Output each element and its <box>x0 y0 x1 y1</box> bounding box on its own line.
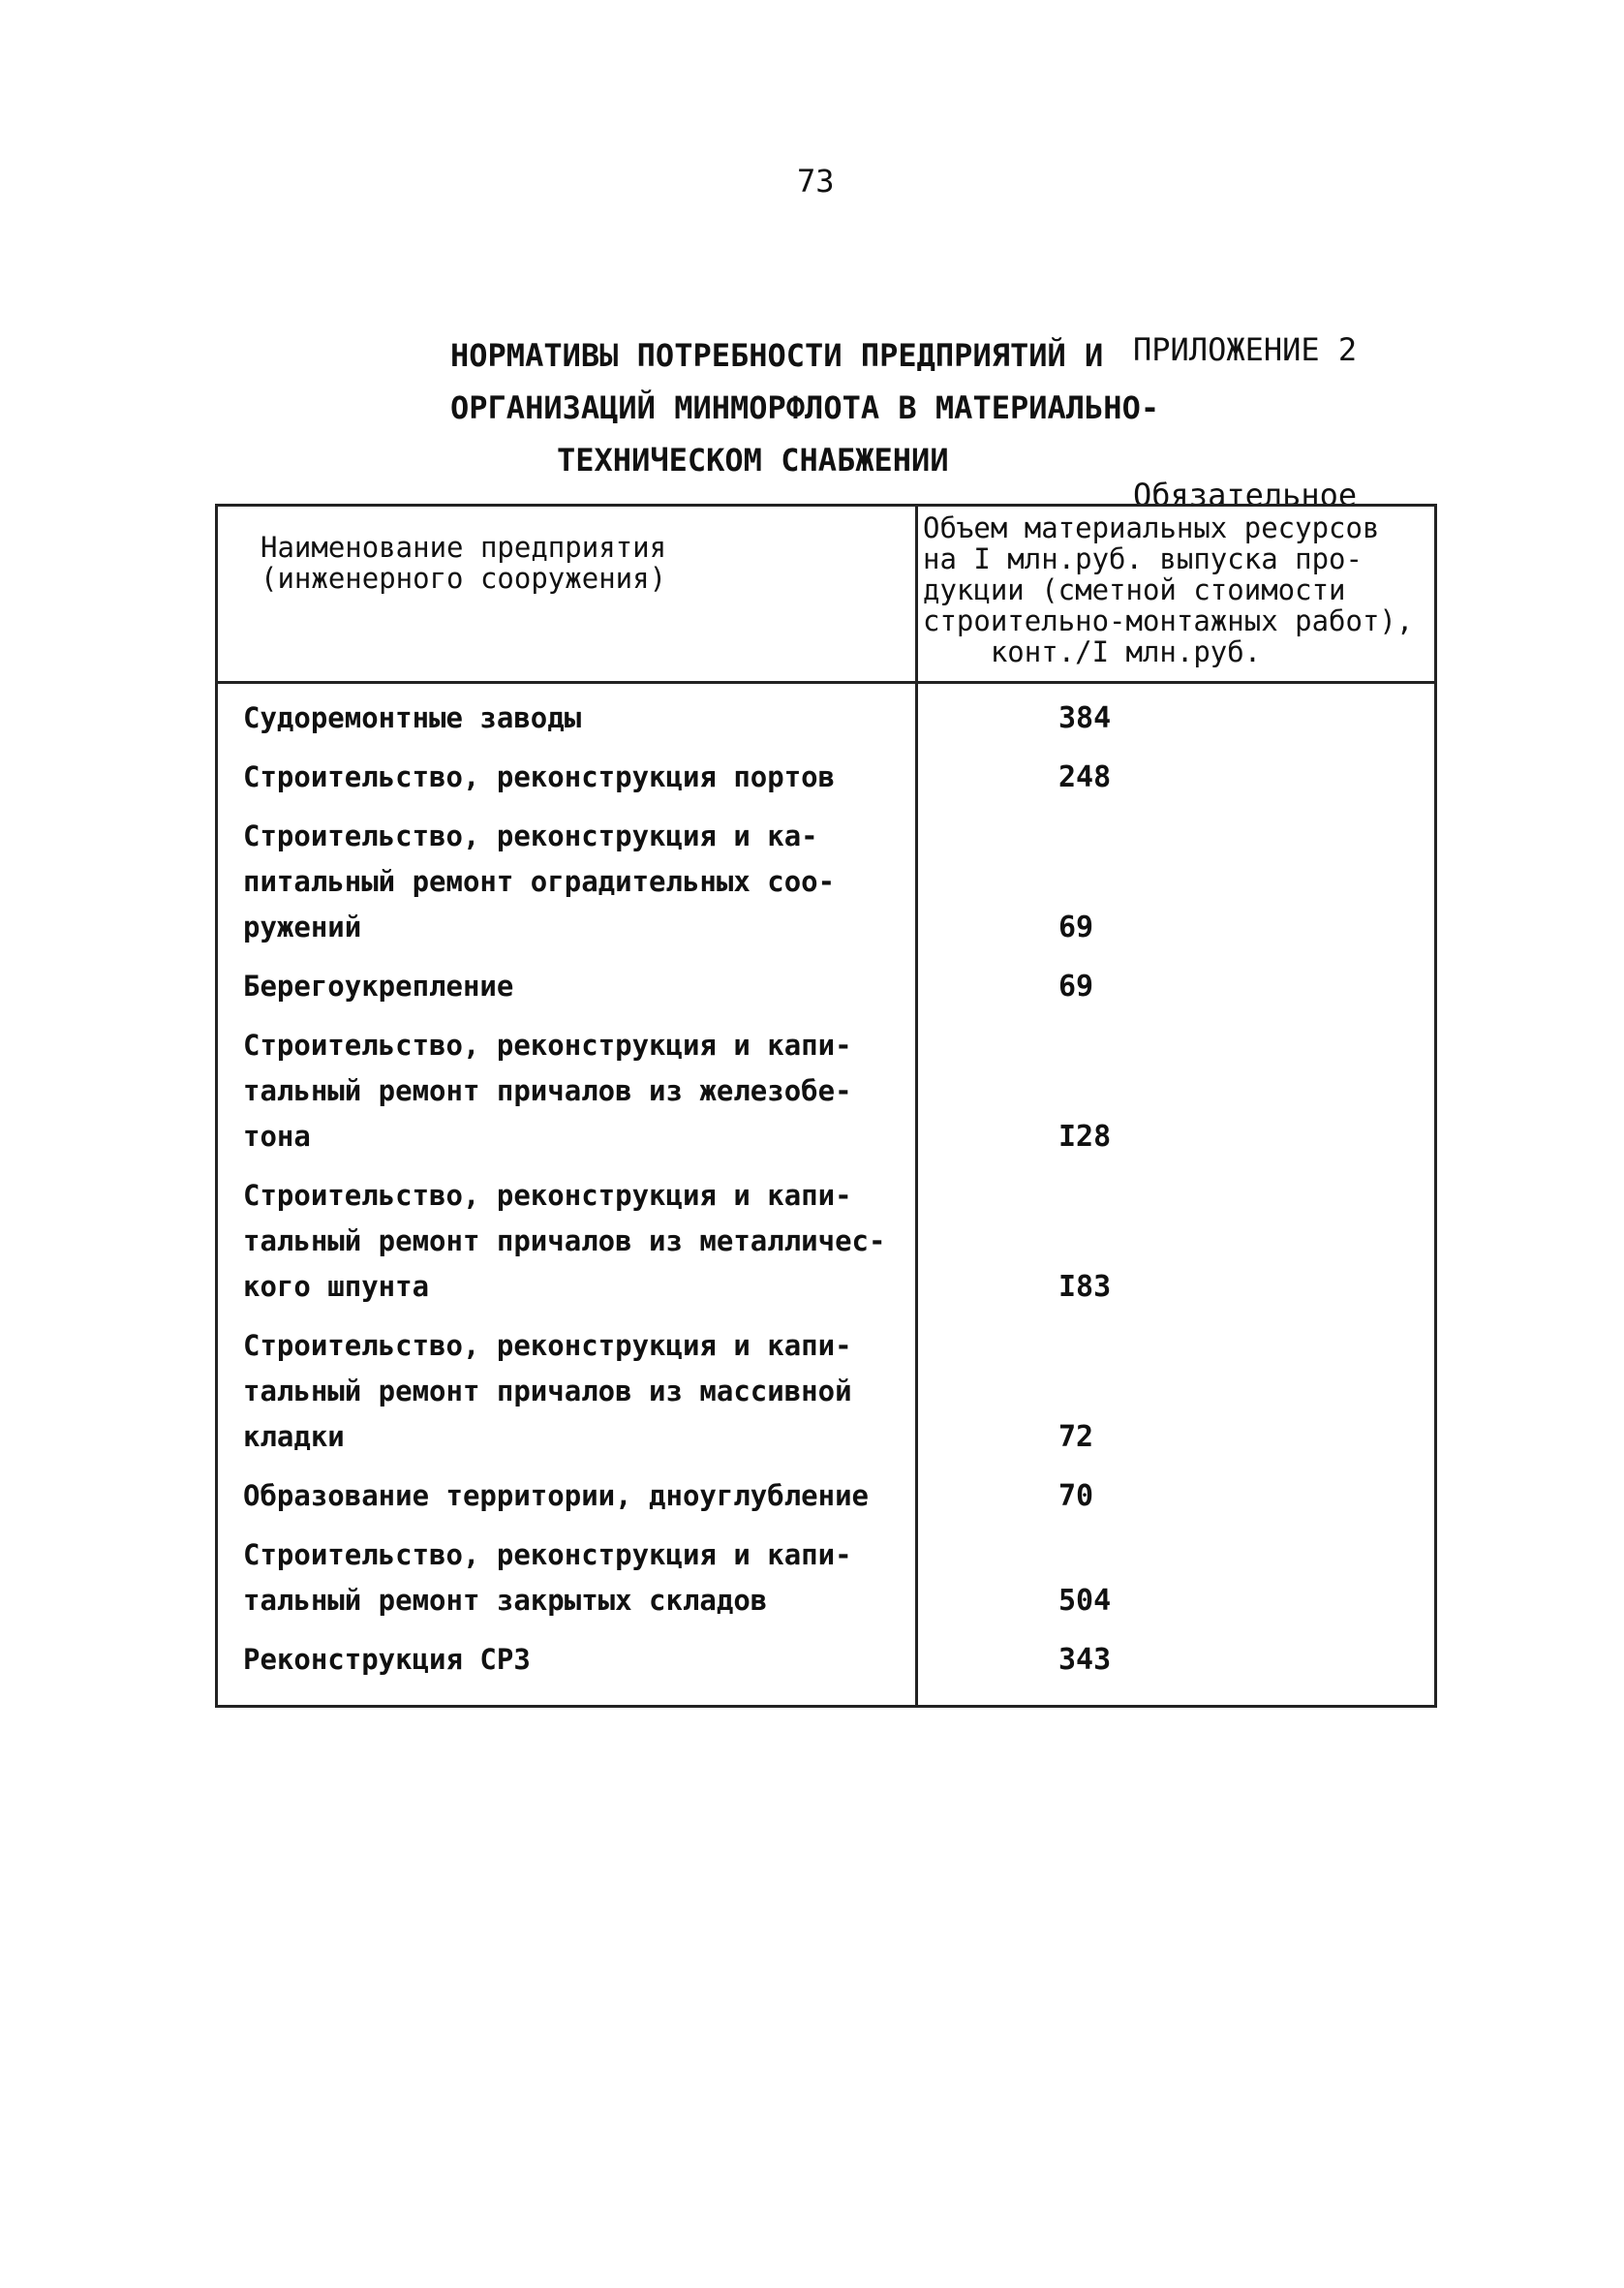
row-enterprise: Образование территории, дноуглубление <box>243 1479 870 1512</box>
row-value: 504 <box>1058 1584 1112 1618</box>
header-divider <box>218 681 1434 684</box>
row-enterprise: Строительство, реконструкция и капи- тальный ремонт причалов из железобе- тона <box>243 1029 852 1153</box>
table-row <box>218 1173 1434 1310</box>
row-value: 70 <box>1058 1479 1094 1513</box>
norms-table <box>215 504 1437 1708</box>
row-enterprise: Строительство, реконструкция и капи- тальный ремонт причалов из металличес- кого шпунта <box>243 1179 886 1303</box>
title-line-1: НОРМАТИВЫ ПОТРЕБНОСТИ ПРЕДПРИЯТИЙ И <box>450 337 1104 374</box>
row-value: 69 <box>1058 911 1094 944</box>
table-row <box>218 1532 1434 1623</box>
row-value: I83 <box>1058 1270 1112 1304</box>
row-value: 343 <box>1058 1643 1112 1677</box>
title-line-3: ТЕХНИЧЕСКОМ СНАБЖЕНИИ <box>557 442 949 479</box>
table-row <box>218 696 1434 741</box>
table-body <box>218 696 1434 1696</box>
row-enterprise: Реконструкция СРЗ <box>243 1643 531 1676</box>
row-enterprise: Строительство, реконструкция портов <box>243 760 836 793</box>
row-enterprise: Строительство, реконструкция и капи- тальный ремонт закрытых складов <box>243 1538 852 1617</box>
table-row <box>218 964 1434 1009</box>
header-enterprise-name: Наименование предприятия (инженерного сооружения) <box>260 531 667 595</box>
table-row <box>218 1023 1434 1159</box>
header-resource-volume: Объем материальных ресурсов на I млн.руб. выпуска про- дукции (сметной стоимости строительно-монтажных работ), конт./I млн.руб. <box>923 511 1414 668</box>
row-value: 248 <box>1058 760 1112 794</box>
row-enterprise: Строительство, реконструкция и капи- тальный ремонт причалов из массивной кладки <box>243 1329 852 1453</box>
appendix-label: ПРИЛОЖЕНИЕ 2 <box>1133 331 1358 368</box>
table-row <box>218 1637 1434 1683</box>
table-row <box>218 755 1434 800</box>
row-value: I28 <box>1058 1120 1112 1154</box>
row-value: 72 <box>1058 1420 1094 1454</box>
row-value: 384 <box>1058 701 1112 735</box>
table-row <box>218 814 1434 950</box>
row-enterprise: Судоремонтные заводы <box>243 701 582 734</box>
appendix-status: Обязательное <box>1133 477 1358 513</box>
document-title <box>450 329 1159 486</box>
title-line-2: ОРГАНИЗАЦИЙ МИНМОРФЛОТА В МАТЕРИАЛЬНО- <box>450 389 1160 426</box>
row-value: 69 <box>1058 970 1094 1004</box>
row-enterprise: Берегоукрепление <box>243 970 514 1003</box>
page-number: 73 <box>797 163 835 200</box>
table-row <box>218 1323 1434 1460</box>
row-enterprise: Строительство, реконструкция и ка- питальный ремонт оградительных соо- ружений <box>243 819 836 943</box>
table-row <box>218 1473 1434 1519</box>
